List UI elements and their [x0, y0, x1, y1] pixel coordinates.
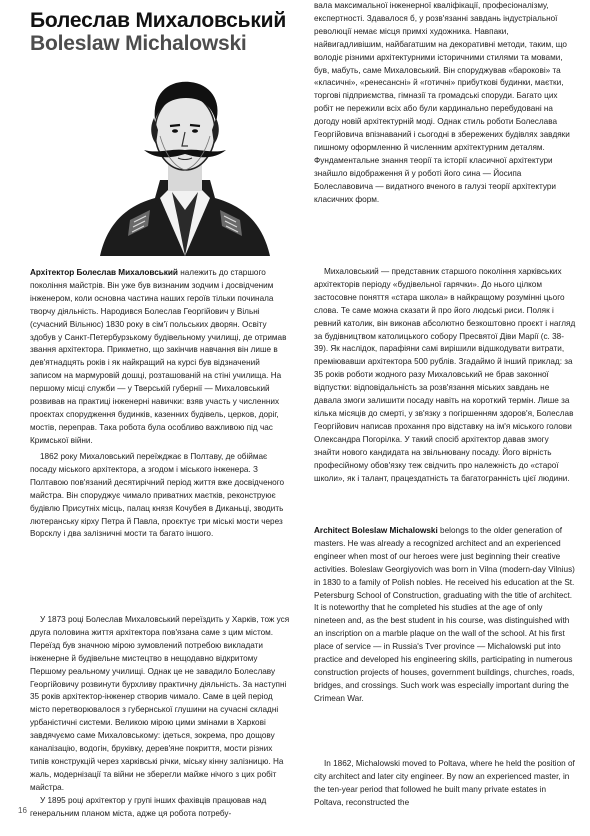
paragraph-lead-uk: Архітектор Болеслав Михаловський [30, 268, 178, 277]
left-column [30, 9, 292, 818]
paragraph-poltava-uk [30, 451, 292, 541]
paragraph-poltava-en [314, 758, 576, 810]
page-number: 16 [18, 806, 27, 815]
paragraph-body: Михаловський — представник старшого покоління харківських архітекторів періоду «будівельної гарячки». До нього цілком застосовне поняття «стара школа» в найкращому розумінні цього слова. Те саме можна сказати й про його людські риси. Поляк і ревний католик, він виконав абсолютно безкоштовно проєкт і нагляд за будівництвом католицького собору Пресвятої Діви Марії (с. 38-39). Як наслідок, парафіяни самі вирішили відшкодувати витрати, преміювавши архітектора 500 рублів. Згадаймо й інший приклад: за 35 років роботи жодного разу Михаловський не брав законної відпустки: відповідальність за розв'язання міських завдань не давала змоги залишити посаду навіть на короткий термін. Лише за кілька місяців до смерті, у зв'язку з погіршенням здоров'я, Болеслав Георгійович написав прохання про відставку на ім'я міського голови Олександра Погорілка. У такий спосіб архітектор давав змогу знайти нового кандидата на звільнювану посаду. Його вірність професійному обов'язку теж свідчить про належність до «старої школи», як і талант, працездатність та багатогранність цієї людини. [314, 267, 576, 483]
paragraph-body: У 1895 році архітектор у групі інших фахівців працював над генеральним планом міста, адже ця робота потребу- [30, 795, 267, 818]
paragraph-body: належить до старшого покоління майстрів. Він уже був визнаним зодчим і досвідченим інженером, коли основна частина наших героїв тільки починала творчу діяльність. Народився Болеслав Георгійович у Вільні (сучасний Вільнюс) 1830 року в сім'ї польських дворян. Освіту здобув у Санкт-Петербурзькому будівельному училищі, де отримав звання архітектора. Прикметно, що закінчив навчання він лише в дев'ятнадцять років і як найкращий на курсі був відзначений записом на мармуровій дошці, розташованій на стіні училища. На першому місці служби — у Тверській губернії — Михаловський розвивав на практиці інженерні навички: взяв участь у численних проєктах спорудження будинків, казенних будівель, церков, доріг, мостів, переправ. Така робота була особливо важливою під час Кримської війни. [30, 268, 287, 445]
paragraph-body: У 1873 році Болеслав Михаловський переїздить у Харків, тож уся друга половина життя архітектора пов'язана саме з цим містом. Переїзд був значною мірою зумовлений потребою викладати інженерне й будівельне мистецтво в нещодавно відкритому Першому реальному училищі. Однак це не завадило Болеславу Георгійовичу розвинути бурхливу практичну діяльність. За наступні 35 років архітектор-інженер створив чимало. Саме в цей період місто перетворювалося з губернської глушини на сучасні складні урбаністичні системи. Великою мірою цими змінами в Харкові завдячуємо саме Михаловському: ідеться, зокрема, про дощову каналізацію, водогін, бруківку, дерев'яне покриття, мости різних типів конструкцій через харківські річки, міську кінну залізницю. На жаль, модернізації та війни не зберегли майже нічого з цих робіт майстра. [30, 615, 290, 792]
paragraph-old-school-uk [314, 266, 576, 485]
paragraph-body: In 1862, Michalowski moved to Poltava, where he held the position of city architect and later city engineer. By now an experienced master, in the ten-year period that followed he built many private estates in Poltava, reconstructed the [314, 759, 575, 807]
paragraph-intro-en [314, 525, 576, 706]
paragraph-continuation-uk: вала максимальної інженерної кваліфікації, професіоналізму, експертності. Здавалося б, у розв'язанні завдань індустріальної революції немає місця примхі художника. Навпаки, найвигадливішим, найбагатшим на декоративні методи, таким, що володіє різними архітектурними історичними стилями та мовами, був, мабуть, саме Михаловський. Він споруджував «барокові» та «класичні», «ренесансні» й «готичні» прибуткові будинки, маєтки, торгові підприємства, гімназії та громадські споруди. Багато цих робіт не пережили всіх або були кардинально перебудовані на догоду новій архітектурній моді. Однак стиль роботи Болеслава Георгійовича впізнаваний і сьогодні в збережених будівлях завдяки пишному оформленню й численним архітектурним деталям. Фундаментальне знання теорії та історії класичної архітектури знайшло відображення й у роботі його сина — Йосипа Болеславовича — видатного вченого в галузі теорії архітектури класичних форм. [314, 1, 570, 204]
portrait-illustration [100, 70, 270, 256]
paragraph-kharkiv-uk [30, 614, 292, 821]
page-title-ukrainian: Болеслав Михаловський [30, 9, 287, 32]
paragraph-body: belongs to the older generation of masters. He was already a recognized architect and an experienced engineer when most of our heroes were just beginning their creative activities. Boleslaw Georgiyovich was born in Vilna (modern-day Vilnius) in 1830 to a family of Polish nobles. He received his education at the St. Petersburg School of Construction, graduating with the title of architect. It is noteworthy that he completed his studies at the age of only nineteen and, as the best student in his course, was distinguished with an inscription on a marble plaque on the wall of the school. At his first place of service — in Russia's Tver province — Michalowski put into practice and developed his engineering skills, participating in numerous construction projects of houses, government buildings, churches, roads, bridges, and crossings. Such work was especially important during the Crimean War. [314, 526, 575, 703]
paragraph-intro-uk [30, 267, 292, 448]
paragraph-lead-en: Architect Boleslaw Michalowski [314, 526, 438, 535]
page-title-english: Boleslaw Michalowski [30, 32, 247, 55]
paragraph-body: 1862 року Михаловський переїжджає в Полтаву, де обіймає посаду міського архітектора, а згодом і міського інженера. З Полтавою пов'язаний десятирічний період життя вже досвідченого майстра. Він споруджує чимало приватних маєтків, реконструює будівлю Присутніх місць, палац князя Кочубея в Диканьці, зводить лютеранську кірху Петра й Павла, проєктує три міські мости через Ворсклу і два залізничні мости та багато іншого. [30, 452, 285, 539]
